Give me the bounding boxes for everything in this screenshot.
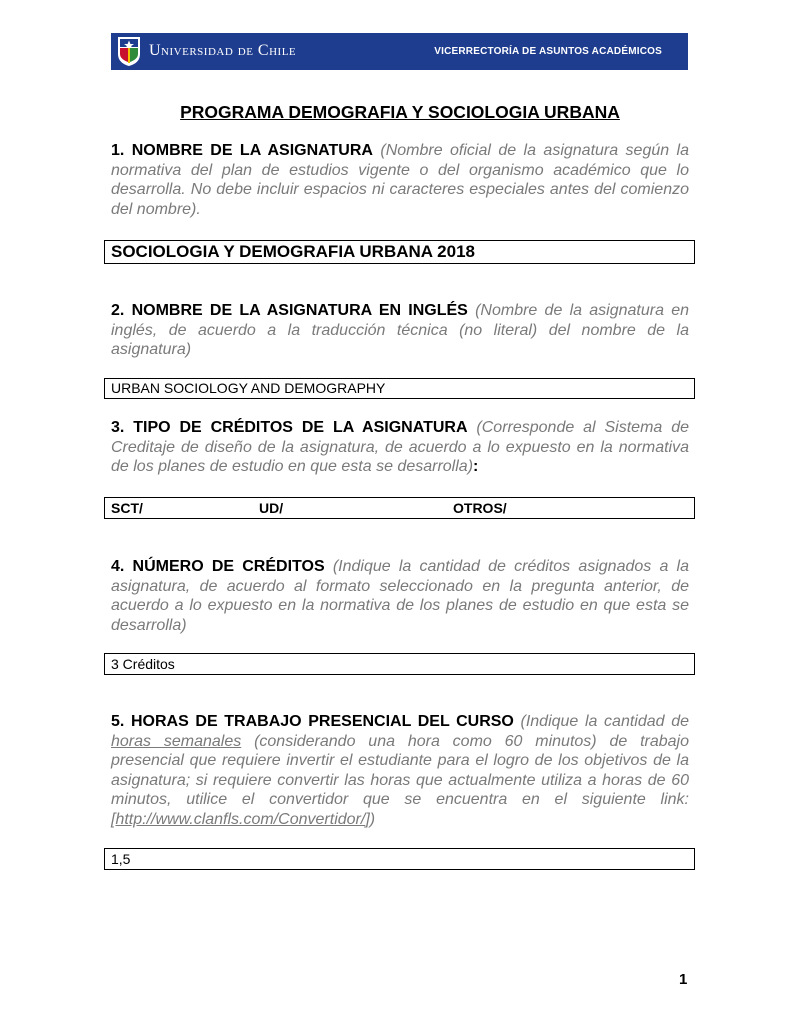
section-5-note-mid: (considerando una hora como 60 minutos) de trabajo presencial que requiere invertir el estudiante para el logro de los objetivos de la asignatura; si requiere convertir las horas que actualmente utiliza a horas de 60 minutos, utilice el convertidor que se encuentra en el siguiente link: [ [111, 732, 690, 828]
credit-option-sct[interactable]: SCT/ [111, 500, 143, 516]
university-name: Universidad de Chile [149, 42, 297, 59]
course-name-field[interactable]: SOCIOLOGIA Y DEMOGRAFIA URBANA 2018 [104, 240, 695, 264]
section-4-note: (Indique la cantidad de créditos asignados a la asignatura, de acuerdo al formato seleccionado en la pregunta anterior, de acuerdo a lo expuesto en la normativa de los planes de estudio en que esta se desarrolla) [111, 558, 689, 634]
english-name-field[interactable]: URBAN SOCIOLOGY AND DEMOGRAPHY [104, 378, 695, 399]
section-5-text [111, 712, 689, 829]
section-3-text [111, 418, 689, 477]
section-4-heading: 4. NÚMERO DE CRÉDITOS [111, 558, 325, 575]
section-5-note [111, 713, 689, 828]
section-1-text [111, 141, 689, 219]
vicerrectoria-label: VICERRECTORÍA DE ASUNTOS ACADÉMICOS [434, 46, 662, 57]
section-4-text [111, 557, 689, 635]
section-3-note: (Corresponde al Sistema de Creditaje de diseño de la asignatura, de acuerdo a lo expuesto en la normativa de los planes de estudio en que esta se desarrolla) [111, 419, 689, 475]
credit-option-ud[interactable]: UD/ [259, 500, 284, 516]
converter-link[interactable]: http://www.clanfls.com/Convertidor/ [115, 810, 366, 828]
section-2-text [111, 301, 689, 360]
section-5-note-post: ]) [365, 810, 376, 828]
credit-option-otros[interactable]: OTROS/ [453, 500, 507, 516]
section-2-note: (Nombre de la asignatura en inglés, de acuerdo a la traducción técnica (no literal) del nombre de la asignatura) [111, 302, 689, 358]
page-title: PROGRAMA DEMOGRAFIA Y SOCIOLOGIA URBANA [180, 102, 620, 122]
credits-field[interactable]: 3 Créditos [104, 653, 695, 675]
section-1-heading: 1. NOMBRE DE LA ASIGNATURA [111, 142, 373, 159]
hours-field[interactable]: 1,5 [104, 848, 695, 870]
header-banner [111, 33, 688, 70]
section-5-heading: 5. HORAS DE TRABAJO PRESENCIAL DEL CURSO [111, 713, 514, 730]
weekly-hours-emphasis: horas semanales [111, 732, 242, 750]
university-crest-icon [117, 36, 141, 67]
section-5-note-pre: (Indique la cantidad de [520, 713, 689, 730]
page-number: 1 [679, 971, 688, 988]
credit-type-field[interactable] [104, 497, 695, 519]
section-3-heading: 3. TIPO DE CRÉDITOS DE LA ASIGNATURA [111, 419, 468, 436]
section-2-heading: 2. NOMBRE DE LA ASIGNATURA EN INGLÉS [111, 302, 468, 319]
section-3-colon: : [473, 458, 479, 475]
section-1-note: (Nombre oficial de la asignatura según la normativa del plan de estudios vigente o del organismo académico que lo desarrolla. No debe incluir espacios ni caracteres especiales antes del comienzo del nombre). [111, 142, 690, 218]
